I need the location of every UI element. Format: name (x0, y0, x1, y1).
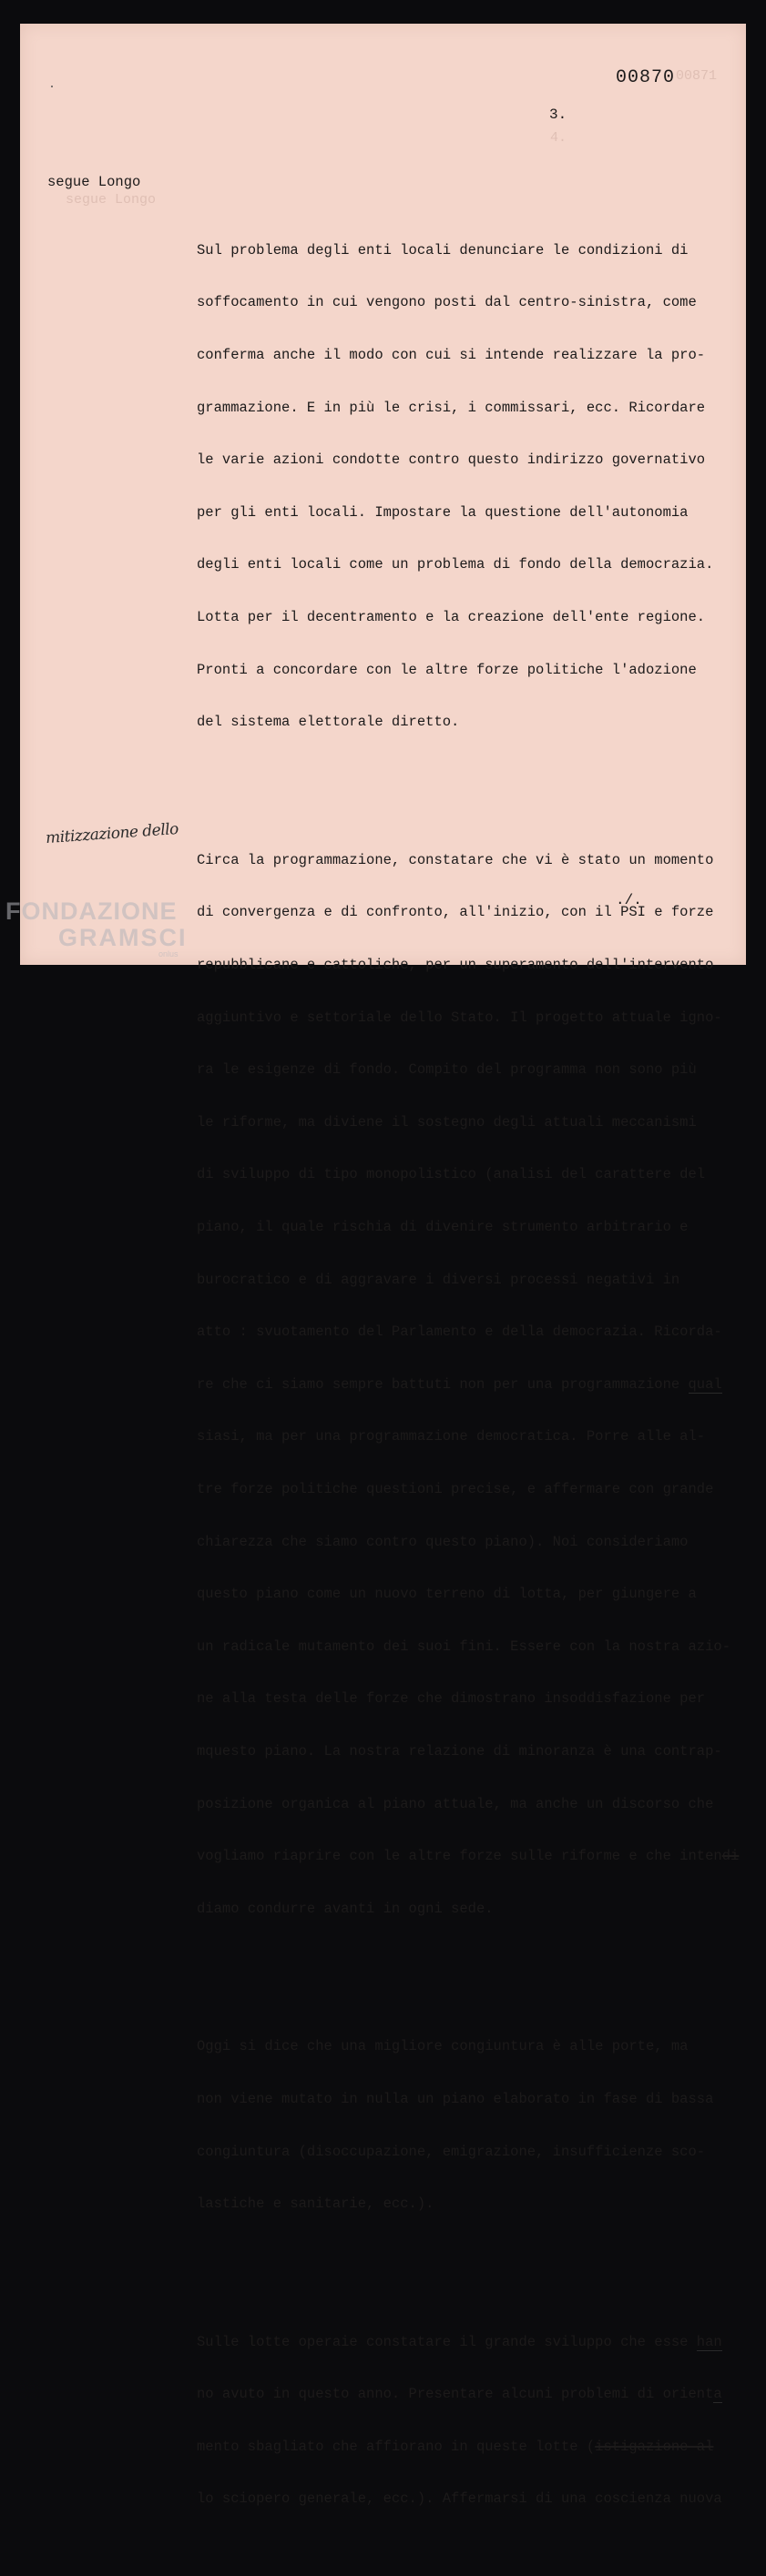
text-line: ne alla testa delle forze che dimostrano insoddisfazione per (197, 1690, 706, 1708)
text-line: del sistema elettorale diretto. (197, 714, 460, 731)
text-line: no avuto in questo anno. Presentare alcuni problemi di orienta (197, 2386, 722, 2403)
text-line: diamo condurre avanti in ogni sede. (197, 1900, 494, 1917)
text-line: Oggi si dice che una migliore congiuntura è alle porte, ma (197, 2038, 689, 2055)
text-line: burocratico e di aggravare i diversi processi negativi in (197, 1271, 680, 1288)
paragraph-congiuntura (197, 2003, 734, 2248)
text-line: Sulle lotte operaie constatare il grande sviluppo che esse han (197, 2333, 722, 2350)
text-line: conferma anche il modo con cui si intende realizzare la pro- (197, 347, 706, 364)
body-text (197, 172, 740, 2576)
watermark-line3: onlus (158, 949, 179, 958)
handwritten-note: mitizzazione dello (45, 819, 179, 848)
continuation-mark: ./. (616, 892, 642, 908)
bleed-through-text: segue Longo (66, 192, 157, 208)
text-line: congiuntura (disoccupazione, emigrazione, insufficienze sco- (197, 2143, 706, 2160)
text-line: le riforme, ma diviene il sostegno degli attuali meccanismi (197, 1113, 697, 1131)
text-line: di sviluppo di tipo monopolistico (analisi del carattere del (197, 1166, 706, 1183)
watermark-line2: GRAMSCI (58, 924, 188, 951)
text-line: degli enti locali come un problema di fondo della democrazia. (197, 556, 714, 573)
speaker-label: segue Longo (47, 174, 141, 190)
text-line: atto : svuotamento del Parlamento e della democrazia. Ricorda- (197, 1323, 722, 1341)
text-line: di convergenza e di confronto, all'inizio, con il PSI e forze (197, 904, 714, 921)
text-line: mento sbagliato che affiorano in queste lotte (istigazione al (197, 2438, 714, 2455)
text-line: Circa la programmazione, constatare che vi è stato un momento (197, 851, 714, 868)
text-line: lastiche e sanitarie, ecc.). (197, 2196, 434, 2213)
text-line: chiarezza che siamo contro questo piano). Noi consideriamo (197, 1533, 689, 1550)
text-line: un radicale mutamento dei suoi fini. Essere con la nostra azio- (197, 1638, 730, 1655)
text-line: piano, il quale rischia di divenire strumento arbitrario e (197, 1218, 689, 1235)
bleed-through-text: 4. (550, 130, 567, 146)
document-number: 00870 (616, 67, 676, 88)
text-line: siasi, ma per una programmazione democratica. Porre alle al- (197, 1428, 706, 1445)
text-line: per gli enti locali. Impostare la questione dell'autonomia (197, 503, 689, 521)
text-line: soffocamento in cui vengono posti dal centro-sinistra, come (197, 294, 697, 311)
text-line-intendi: vogliamo riaprire con le altre forze sulle riforme e che intendi (197, 1848, 740, 1865)
text-line: posizione organica al piano attuale, ma anche un discorso che (197, 1795, 714, 1812)
page-number: 3. (549, 106, 567, 123)
text-line: le varie azioni condotte contro questo indirizzo governativo (197, 451, 706, 469)
text-line: tre forze politiche questioni precise, e affermare con grande (197, 1481, 714, 1498)
text-line: Lotta per il decentramento e la creazione dell'ente regione. (197, 609, 706, 626)
text-line: Pronti a concordare con le altre forze politiche l'adozione (197, 661, 697, 678)
text-line: lo sciopero generale, ecc.). Affermarsi di una coscienza nuova (197, 2490, 722, 2508)
text-line: aggiuntivo e settoriale dello Stato. Il progetto attuale igno- (197, 1009, 722, 1026)
paper-speck (51, 86, 53, 87)
paragraph-enti-locali (197, 207, 734, 766)
text-line-qualsiasi: re che ci siamo sempre battuti non per una programmazione qual (197, 1375, 722, 1393)
text-line: repubblicane e cattoliche, per un superamento dell'intervento (197, 956, 714, 973)
paragraph-programmazione (197, 816, 740, 1952)
paragraph-lotte-operaie (197, 2298, 734, 2543)
watermark-line1: FONDAZIONE (5, 898, 178, 925)
text-line: mquesto piano. La nostra relazione di minoranza è una contrap- (197, 1743, 722, 1760)
text-line: questo piano come un nuovo terreno di lotta, per giungere a (197, 1586, 697, 1603)
text-line: ra le esigenze di fondo. Compito del programma non sono più (197, 1061, 697, 1079)
bleed-through-text: 00871 (676, 68, 718, 84)
watermark-logo (5, 899, 188, 958)
text-line: Sul problema degli enti locali denunciare le condizioni di (197, 241, 689, 259)
text-line: grammazione. E in più le crisi, i commissari, ecc. Ricordare (197, 399, 706, 416)
text-line: non viene mutato in nulla un piano elaborato in fase di bassa (197, 2090, 714, 2107)
